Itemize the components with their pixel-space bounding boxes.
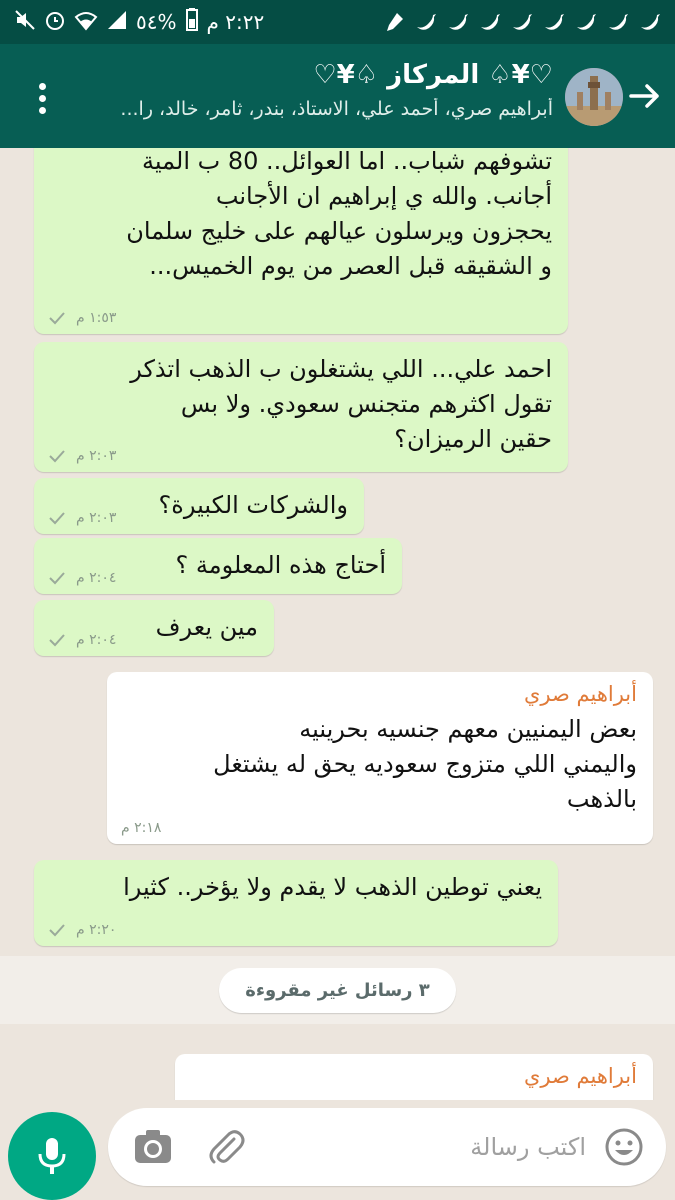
chat-header [0,44,675,148]
message-text: يعني توطين الذهب لا يقدم ولا يؤخر.. كثيرا [123,873,542,901]
chat-title: ♡¥♤ المركاز ♤¥♡ [313,60,553,90]
message-outgoing[interactable] [34,342,568,472]
twitter-icon [511,11,533,33]
sent-check-icon [48,923,66,937]
paperclip-icon[interactable] [204,1125,248,1169]
message-incoming[interactable] [175,1054,653,1100]
message-outgoing[interactable] [34,600,274,656]
sent-check-icon [48,449,66,463]
sent-check-icon [48,311,66,325]
message-time: ٢:٢٠ م [76,922,117,938]
message-text: تشوفهم شباب.. اما العوائل.. 80 ب المية أجانب. والله ي إبراهيم ان الأجانب يحجزون ويرسلون عيالهم على خليج سلمان و الشقيقه قبل العصر من يوم الخميس... [126,148,552,280]
twitter-icon [415,11,437,33]
group-avatar[interactable] [565,68,623,126]
message-meta [48,510,116,526]
message-text: والشركات الكبيرة؟ [158,491,348,519]
message-meta [48,922,116,938]
message-text: بعض اليمنيين معهم جنسيه بحرينيه واليمني اللي متزوج سعوديه يحق له يشتغل بالذهب [213,715,637,813]
microphone-button[interactable] [8,1112,96,1200]
message-meta [48,448,116,464]
twitter-icon [575,11,597,33]
message-composer [108,1108,666,1186]
battery-level: %٥٤ [136,10,177,34]
twitter-icon [479,11,501,33]
twitter-icon [447,11,469,33]
twitter-icon [543,11,565,33]
message-text: احمد علي... اللي يشتغلون ب الذهب اتذكر تقول اكثرهم متجنس سعودي. ولا بس حقين الرميزان؟ [130,355,552,453]
message-incoming[interactable] [107,672,653,844]
twitter-icon [639,11,661,33]
message-outgoing[interactable] [34,478,364,534]
more-options-icon[interactable] [22,78,62,118]
status-bar [0,0,675,44]
battery-icon [185,8,199,37]
unread-divider [0,956,675,1024]
status-left [14,8,264,37]
message-time: ١:٥٣ م [76,310,117,326]
message-meta [48,310,116,326]
mute-icon [14,9,36,36]
message-meta [48,632,116,648]
message-outgoing[interactable] [34,860,558,946]
camera-icon[interactable] [132,1127,174,1167]
wifi-icon [74,9,98,36]
unread-messages-badge: ٣ رسائل غير مقروءة [219,968,456,1013]
message-time: ٢:٠٤ م [76,632,117,648]
message-time: ٢:١٨ م [121,820,162,836]
notification-icons [383,11,661,33]
message-input[interactable] [286,1126,586,1168]
microphone-icon [36,1136,68,1176]
message-time: ٢:٠٣ م [76,510,117,526]
sent-check-icon [48,633,66,647]
chat-area[interactable] [0,148,675,1100]
message-outgoing[interactable] [34,148,568,334]
signal-icon [106,9,128,36]
sender-name[interactable]: أبراهيم صري [523,1064,637,1088]
message-text: مين يعرف [155,613,258,641]
alarm-icon [44,9,66,36]
status-time: ٢:٢٢ م [206,10,265,34]
back-arrow-icon[interactable] [627,78,663,114]
composer-bar [0,1100,675,1200]
cleaner-icon [383,11,405,33]
message-text: أحتاج هذه المعلومة ؟ [175,551,386,579]
sender-name[interactable]: أبراهيم صري [523,682,637,706]
message-time: ٢:٠٤ م [76,570,117,586]
message-meta [121,820,161,836]
message-meta [48,570,116,586]
chat-participants: أبراهيم صري، أحمد علي، الاستاذ، بندر، ثامر، خالد، را... [120,98,553,120]
sent-check-icon [48,571,66,585]
emoji-icon[interactable] [604,1127,644,1167]
sent-check-icon [48,511,66,525]
message-time: ٢:٠٣ م [76,448,117,464]
message-outgoing[interactable] [34,538,402,594]
chat-info[interactable] [113,60,553,120]
twitter-icon [607,11,629,33]
